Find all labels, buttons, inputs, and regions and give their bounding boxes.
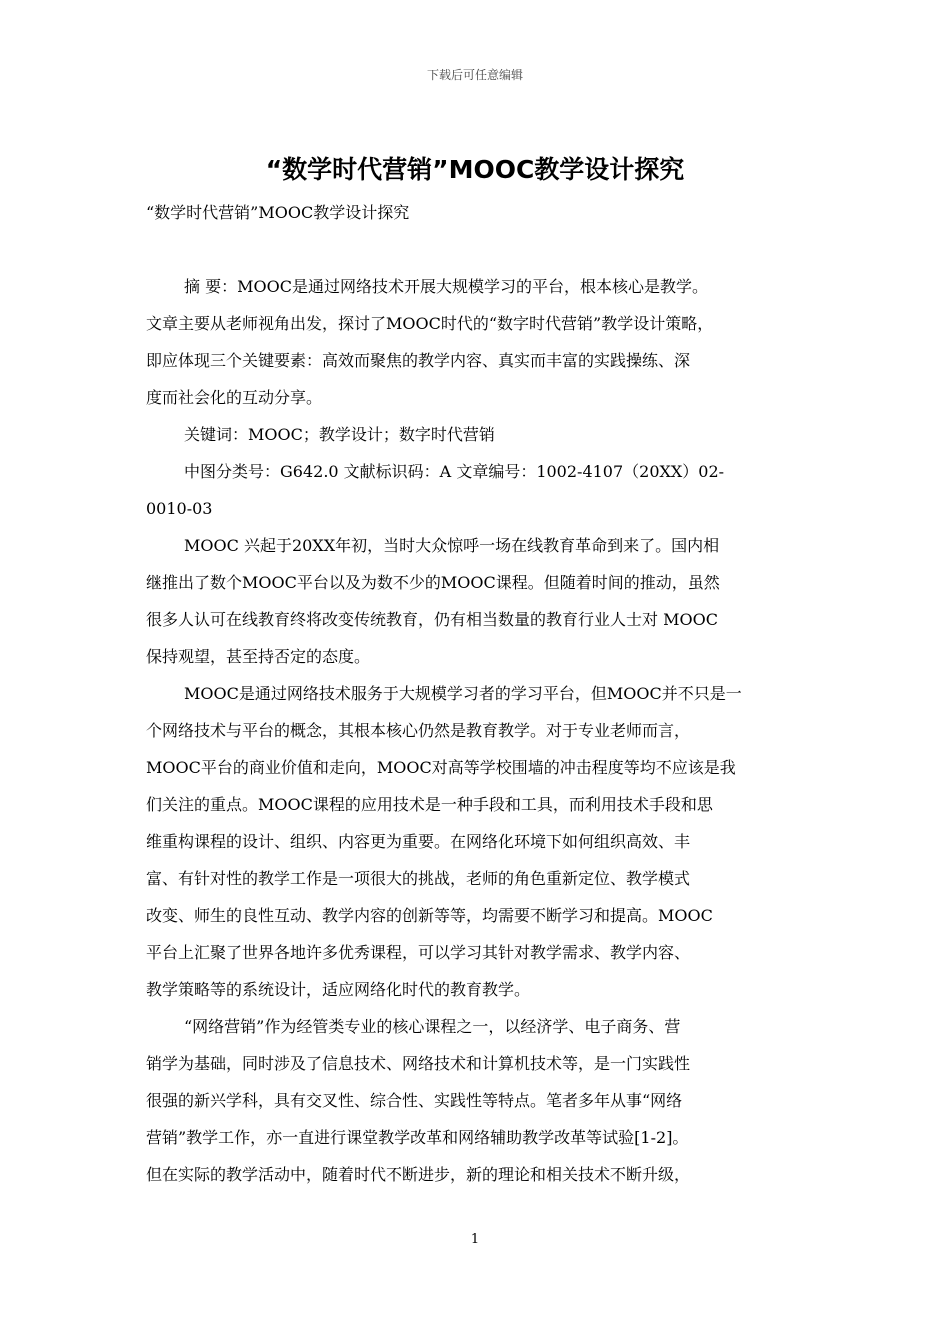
classification-paragraph (146, 453, 806, 527)
page-number: 1 (470, 1232, 480, 1247)
text-line: 0010-03 (146, 499, 213, 518)
text-line: MOOC平台的商业价值和走向，MOOC对高等学校围墙的冲击程度等均不应该是我 (146, 758, 736, 777)
text-line: 营销”教学工作，亦一直进行课堂教学改革和网络辅助教学改革等试验[1-2]。 (146, 1128, 689, 1147)
text-line: 维重构课程的设计、组织、内容更为重要。在网络化环境下如何组织高效、丰 (146, 832, 691, 851)
text-line: 富、有针对性的教学工作是一项很大的挑战，老师的角色重新定位、教学模式 (146, 869, 691, 888)
text-line: 度而社会化的互动分享。 (146, 388, 323, 407)
text-line: 保持观望，甚至持否定的态度。 (146, 647, 371, 666)
text-line: 们关注的重点。MOOC课程的应用技术是一种手段和工具，而利用技术手段和思 (146, 795, 713, 814)
text-line: 平台上汇聚了世界各地许多优秀课程，可以学习其针对教学需求、教学内容、 (146, 943, 691, 962)
body-paragraph (146, 1008, 806, 1193)
text-line: 改变、师生的良性互动、教学内容的创新等等，均需要不断学习和提高。MOOC (146, 906, 713, 925)
abstract-paragraph (146, 268, 806, 416)
text-line: 继推出了数个MOOC平台以及为数不少的MOOC课程。但随着时间的推动，虽然 (146, 573, 720, 592)
text-line: 中图分类号：G642.0 文献标识码：A 文章编号：1002-4107（20XX）02- (184, 462, 725, 481)
text-line: 教学策略等的系统设计，适应网络化时代的教育教学。 (146, 980, 531, 999)
body-paragraph (146, 675, 806, 1008)
text-line: 即应体现三个关键要素：高效而聚焦的教学内容、真实而丰富的实践操练、深 (146, 351, 691, 370)
text-line: 关键词：MOOC；教学设计；数字时代营销 (184, 425, 495, 444)
text-line: MOOC是通过网络技术服务于大规模学习者的学习平台，但MOOC并不只是一 (184, 684, 742, 703)
text-line: 但在实际的教学活动中，随着时代不断进步，新的理论和相关技术不断升级， (146, 1165, 691, 1184)
text-line: 很多人认可在线教育终将改变传统教育，仍有相当数量的教育行业人士对 MOOC (146, 610, 718, 629)
text-line: MOOC 兴起于20XX年初，当时大众惊呼一场在线教育革命到来了。国内相 (184, 536, 720, 555)
text-line: 销学为基础，同时涉及了信息技术、网络技术和计算机技术等，是一门实践性 (146, 1054, 691, 1073)
body-paragraph (146, 527, 806, 675)
page-header: 下载后可任意编辑 (426, 68, 523, 82)
text-line: 摘 要：MOOC是通过网络技术开展大规模学习的平台，根本核心是教学。 (184, 277, 708, 296)
document-body (146, 268, 806, 1193)
document-subtitle: “数学时代营销”MOOC教学设计探究 (146, 203, 410, 222)
keywords-paragraph (146, 416, 806, 453)
text-line: 很强的新兴学科，具有交叉性、综合性、实践性等特点。笔者多年从事“网络 (146, 1091, 683, 1110)
text-line: “网络营销”作为经管类专业的核心课程之一，以经济学、电子商务、营 (184, 1017, 681, 1036)
document-title: “数学时代营销”MOOC教学设计探究 (265, 155, 685, 184)
text-line: 文章主要从老师视角出发，探讨了MOOC时代的“数字时代营销”教学设计策略， (146, 314, 714, 333)
text-line: 个网络技术与平台的概念，其根本核心仍然是教育教学。对于专业老师而言， (146, 721, 691, 740)
